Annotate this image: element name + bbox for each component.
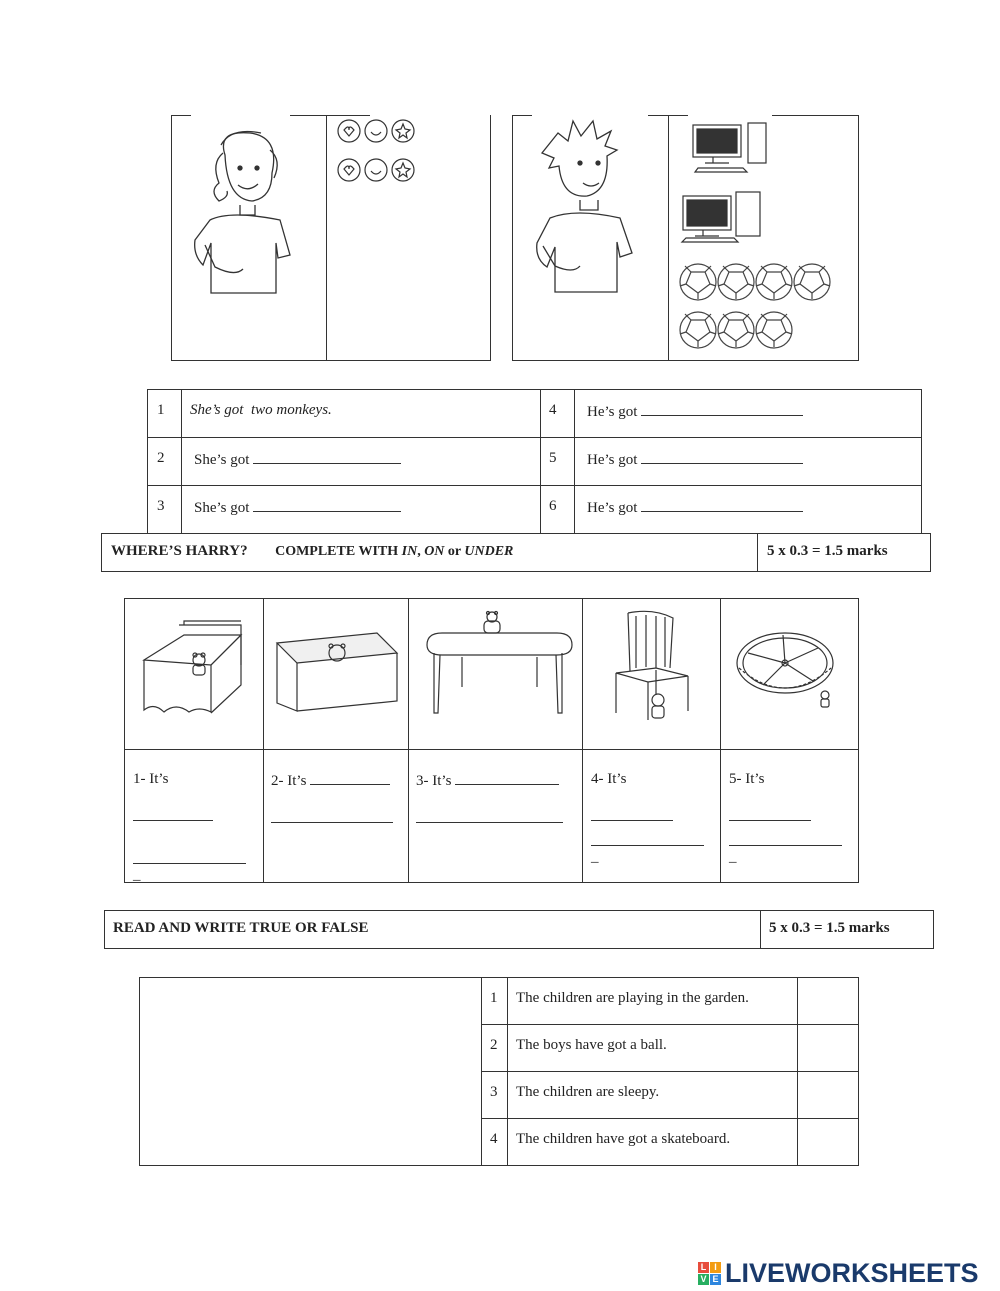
statement: The children have got a skateboard. <box>516 1131 731 1147</box>
sentence-prompt: He’s got <box>587 449 803 469</box>
true-false-answer[interactable] <box>798 1072 858 1117</box>
computers-icon-group <box>678 120 778 245</box>
row-number: 3 <box>157 498 165 514</box>
marks-label: 5 x 0.3 = 1.5 marks <box>769 920 890 936</box>
answer-cell-2: 2- It’s <box>271 770 401 823</box>
answer-blank[interactable] <box>271 808 393 823</box>
answer-cell-4: 4- It’s _ <box>591 770 716 866</box>
sentence-prompt: He’s got <box>587 497 803 517</box>
sentence-prompt: He’s got <box>587 401 803 421</box>
sentence-prompt: She’s got <box>194 497 401 517</box>
logo-icon <box>698 1262 721 1285</box>
row-number: 5 <box>549 450 557 466</box>
row-number: 2 <box>490 1037 498 1053</box>
row-number: 3 <box>490 1084 498 1100</box>
answer-blank[interactable] <box>641 401 803 416</box>
row-number: 6 <box>549 498 557 514</box>
brand-name: LIVEWORKSHEETS <box>725 1258 979 1288</box>
chair-with-hamster-image <box>608 608 693 723</box>
section-title: READ AND WRITE TRUE OR FALSE <box>113 920 369 936</box>
answer-blank[interactable] <box>133 849 246 864</box>
logo-letter-i: I <box>710 1262 721 1273</box>
logo-letter-v: V <box>698 1274 709 1285</box>
instruction: COMPLETE WITH IN, ON or UNDER <box>275 544 514 559</box>
row-number: 4 <box>490 1131 498 1147</box>
cushion-with-hamster-image <box>733 623 843 713</box>
answer-cell-3: 3- It’s <box>416 770 576 823</box>
row-number: 2 <box>157 450 165 466</box>
statement: The children are sleepy. <box>516 1084 660 1100</box>
example-sentence: She’s got two monkeys. <box>190 402 332 418</box>
true-false-answer[interactable] <box>798 1119 858 1165</box>
answer-blank[interactable] <box>591 831 704 846</box>
answer-blank[interactable] <box>310 770 390 785</box>
logo-letter-e: E <box>710 1274 721 1285</box>
balls-icon-group <box>678 262 838 352</box>
girl-illustration <box>185 125 305 300</box>
section-title: WHERE’S HARRY? COMPLETE WITH IN, ON or UNDER <box>111 543 514 559</box>
table-with-hamster-image <box>422 605 577 715</box>
box-with-hamster-image <box>272 625 402 715</box>
statement: The children are playing in the garden. <box>516 990 749 1006</box>
answer-blank[interactable] <box>729 831 842 846</box>
bed-with-hamster-image <box>134 615 249 720</box>
answer-blank[interactable] <box>455 770 559 785</box>
stickers-icon-group <box>336 118 426 188</box>
answer-blank[interactable] <box>729 806 811 821</box>
sentence-prompt: She’s got <box>194 449 401 469</box>
answer-blank[interactable] <box>591 806 673 821</box>
true-false-answer[interactable] <box>798 978 858 1023</box>
answer-cell-5: 5- It’s _ <box>729 770 854 866</box>
logo-letter-l: L <box>698 1262 709 1273</box>
answer-blank[interactable] <box>641 497 803 512</box>
answer-blank[interactable] <box>416 808 563 823</box>
liveworksheets-logo[interactable] <box>698 1258 979 1289</box>
answer-blank[interactable] <box>253 449 401 464</box>
picture-placeholder <box>140 978 480 1165</box>
answer-blank[interactable] <box>253 497 401 512</box>
true-false-answer[interactable] <box>798 1025 858 1070</box>
statement: The boys have got a ball. <box>516 1037 667 1053</box>
answer-blank[interactable] <box>641 449 803 464</box>
answer-cell-1: 1- It’s _ <box>133 770 258 884</box>
row-number: 1 <box>157 402 165 418</box>
row-number: 4 <box>549 402 557 418</box>
answer-blank[interactable] <box>133 806 213 821</box>
row-number: 1 <box>490 990 498 1006</box>
marks-label: 5 x 0.3 = 1.5 marks <box>767 543 888 559</box>
boy-illustration <box>528 118 643 298</box>
